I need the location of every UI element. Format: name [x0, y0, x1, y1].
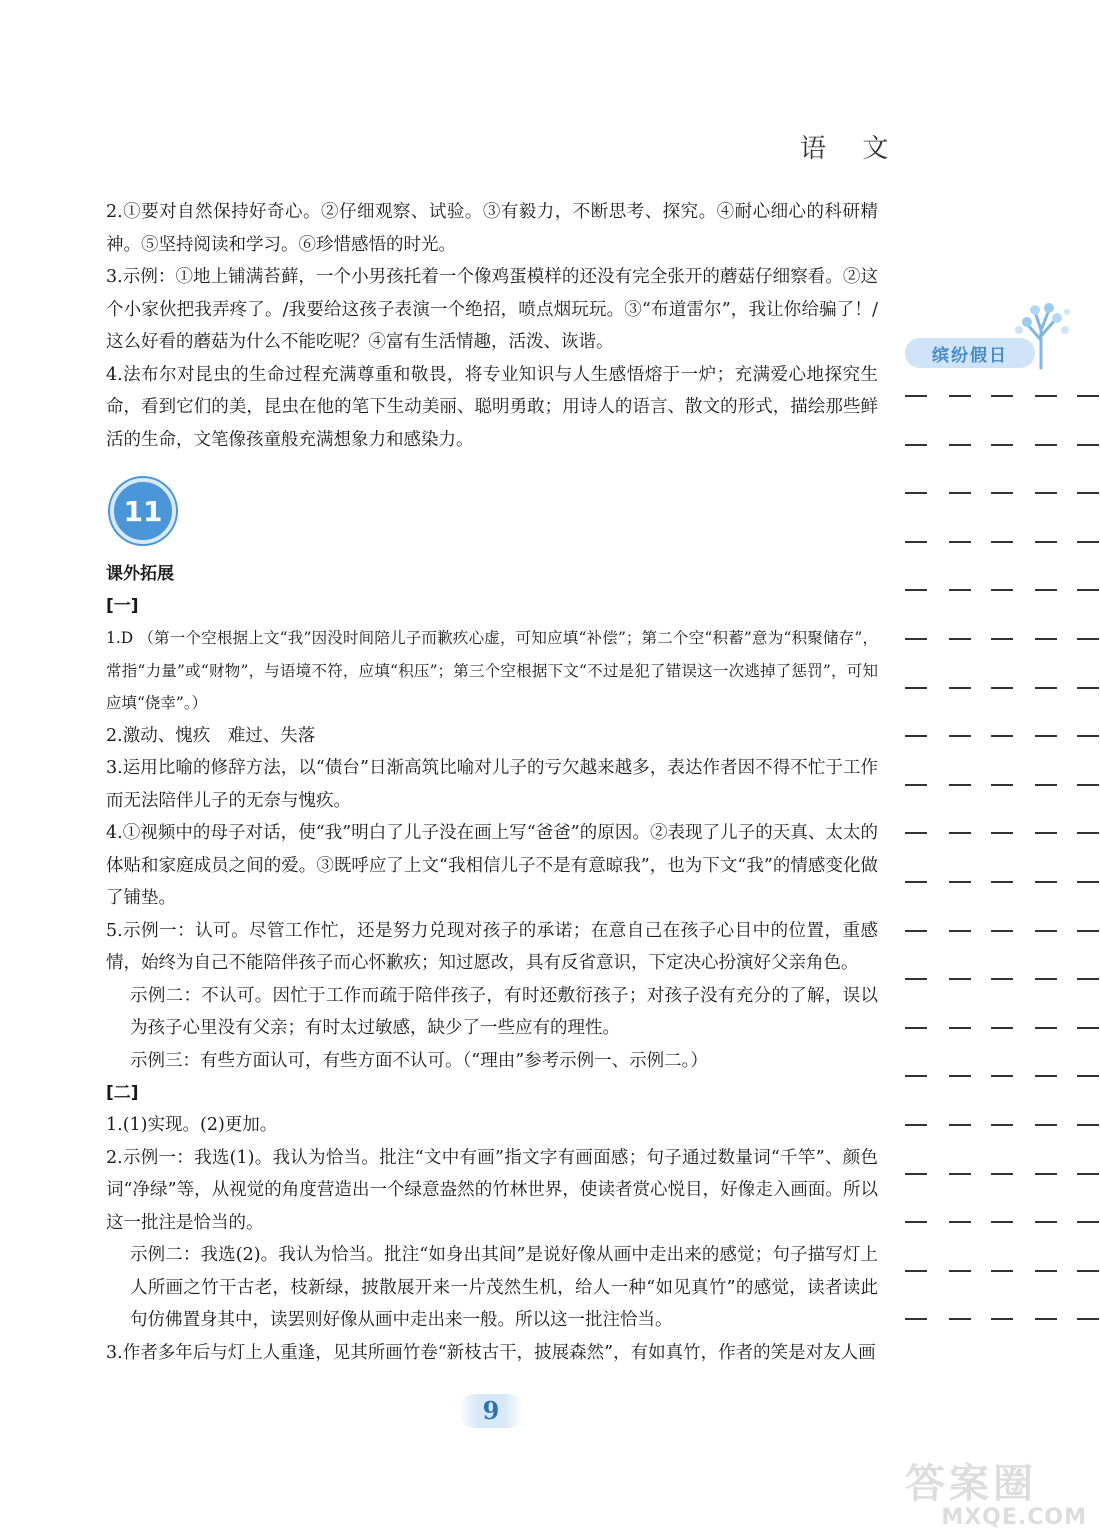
- note-dash: [949, 1318, 971, 1320]
- note-dash: [991, 638, 1013, 640]
- note-dash: [949, 1173, 971, 1175]
- note-dash: [991, 589, 1013, 591]
- note-line: [905, 492, 1085, 541]
- watermark: [905, 1462, 1095, 1532]
- note-dash: [991, 930, 1013, 932]
- note-dash: [1035, 881, 1057, 883]
- note-dash: [949, 1124, 971, 1126]
- note-line: [905, 1075, 1085, 1124]
- part-2-q1: 1.(1)实现。(2)更加。: [106, 1115, 278, 1135]
- note-dash: [991, 1270, 1013, 1272]
- note-line: [905, 735, 1085, 784]
- note-dash: [991, 1173, 1013, 1175]
- note-dash: [905, 1075, 927, 1077]
- note-dash: [991, 444, 1013, 446]
- note-dash: [1077, 1027, 1099, 1029]
- note-dash: [905, 978, 927, 980]
- note-line: [905, 978, 1085, 1027]
- note-dash: [949, 832, 971, 834]
- note-dash: [1077, 589, 1099, 591]
- note-dash: [905, 1270, 927, 1272]
- note-dash: [1035, 930, 1057, 932]
- part-1-q4: 4.①视频中的母子对话，使“我”明白了儿子没在画上写“爸爸”的原因。②表现了儿子的天真、太太的体贴和家庭成员之间的爱。③既呼应了上文“我相信儿子不是有意晾我”，也为下文“我”的情感变化做了铺垫。: [106, 823, 878, 908]
- notes-lines: [905, 395, 1085, 1367]
- note-dash: [1077, 1124, 1099, 1126]
- note-dash: [1077, 881, 1099, 883]
- part-1-label: [一]: [106, 596, 139, 616]
- note-line: [905, 1270, 1085, 1319]
- note-dash: [905, 832, 927, 834]
- watermark-line-1: 答案圈: [905, 1461, 1037, 1507]
- note-dash: [905, 784, 927, 786]
- answer-2: 2.①要对自然保持好奇心。②仔细观察、试验。③有毅力，不断思考、探究。④耐心细心的科研精神。⑤坚持阅读和学习。⑥珍惜感悟的时光。: [106, 202, 878, 255]
- note-dash: [1077, 735, 1099, 737]
- note-dash: [905, 735, 927, 737]
- note-dash: [1035, 832, 1057, 834]
- note-dash: [1077, 832, 1099, 834]
- note-dash: [905, 1221, 927, 1223]
- section-title: 课外拓展: [106, 564, 174, 584]
- note-dash: [949, 978, 971, 980]
- note-dash: [1035, 1075, 1057, 1077]
- note-dash: [1035, 1173, 1057, 1175]
- note-dash: [991, 1221, 1013, 1223]
- part-2-q2-example-1: 2.示例一：我选(1)。我认为恰当。批注“文中有画”指文字有画面感；句子通过数量词“千竿”、颜色词“净绿”等，从视觉的角度营造出一个绿意盎然的竹林世界，使读者赏心悦目，好像走入画面。所以这一批注是恰当的。: [106, 1147, 878, 1233]
- unit-badge: 11: [110, 478, 176, 544]
- page-number-badge: [458, 1388, 524, 1434]
- note-dash: [1077, 395, 1099, 397]
- note-dash: [949, 444, 971, 446]
- part-1-q5-example-2: 示例二：不认可。因忙于工作而疏于陪伴孩子，有时还敷衍孩子；对孩子没有充分的了解，误以为孩子心里没有父亲；有时太过敏感，缺少了一些应有的理性。: [130, 985, 878, 1038]
- note-dash: [991, 1075, 1013, 1077]
- part-2-label: [二]: [106, 1083, 139, 1103]
- note-dash: [905, 589, 927, 591]
- note-dash: [1035, 1221, 1057, 1223]
- note-dash: [1035, 444, 1057, 446]
- note-line: [905, 541, 1085, 590]
- subject-header: 语 文: [800, 134, 903, 164]
- note-dash: [1035, 638, 1057, 640]
- main-content: [106, 196, 878, 1369]
- note-dash: [949, 638, 971, 640]
- note-dash: [1035, 735, 1057, 737]
- note-dash: [1077, 541, 1099, 543]
- note-dash: [1035, 395, 1057, 397]
- page-number: 9: [482, 1396, 500, 1425]
- note-dash: [1077, 638, 1099, 640]
- note-dash: [949, 1221, 971, 1223]
- note-dash: [949, 1075, 971, 1077]
- watermark-line-2: MXQE.COM: [941, 1505, 1087, 1530]
- note-dash: [991, 687, 1013, 689]
- note-dash: [1077, 1221, 1099, 1223]
- note-dash: [1035, 1124, 1057, 1126]
- note-dash: [949, 395, 971, 397]
- note-dash: [949, 687, 971, 689]
- part-1-q5-example-1: 5.示例一：认可。尽管工作忙，还是努力兑现对孩子的承诺；在意自己在孩子心目中的位置，重感情，始终为自己不能陪伴孩子而心怀歉疚；知过愿改，具有反省意识，下定决心扮演好父亲角色。: [106, 920, 878, 973]
- note-dash: [991, 735, 1013, 737]
- note-dash: [1035, 978, 1057, 980]
- note-dash: [905, 395, 927, 397]
- note-dash: [1077, 978, 1099, 980]
- note-dash: [991, 1124, 1013, 1126]
- note-dash: [1077, 687, 1099, 689]
- part-1-q3: 3.运用比喻的修辞方法，以“债台”日渐高筑比喻对儿子的亏欠越来越多，表达作者因不得不忙于工作而无法陪伴儿子的无奈与愧疚。: [106, 758, 878, 811]
- part-2-q2-example-2: 示例二：我选(2)。我认为恰当。批注“如身出其间”是说好像从画中走出来的感觉；句子描写灯上人所画之竹干古老，枝新绿，披散展开来一片茂然生机，给人一种“如见真竹”的感觉，读者读此句仿佛置身其中，读罢则好像从画中走出来一般。所以这一批注恰当。: [130, 1245, 878, 1330]
- note-dash: [991, 541, 1013, 543]
- sidebar-banner: [905, 300, 1075, 370]
- note-dash: [949, 930, 971, 932]
- note-line: [905, 930, 1085, 979]
- note-dash: [905, 1318, 927, 1320]
- note-dash: [949, 492, 971, 494]
- part-2-q3: 3.作者多年后与灯上人重逢，见其所画竹卷“新枝古干，披展森然”，有如真竹，作者的笑是对友人画: [106, 1342, 876, 1363]
- note-line: [905, 395, 1085, 444]
- note-dash: [905, 930, 927, 932]
- note-line: [905, 444, 1085, 493]
- note-line: [905, 1124, 1085, 1173]
- note-dash: [1035, 589, 1057, 591]
- sidebar-banner-label: 缤纷假日: [905, 338, 1035, 368]
- note-dash: [949, 1270, 971, 1272]
- note-dash: [991, 492, 1013, 494]
- note-dash: [991, 1318, 1013, 1320]
- note-line: [905, 832, 1085, 881]
- note-line: [905, 1027, 1085, 1076]
- note-dash: [949, 589, 971, 591]
- note-dash: [949, 735, 971, 737]
- note-line: [905, 784, 1085, 833]
- note-dash: [1077, 1318, 1099, 1320]
- note-dash: [1035, 492, 1057, 494]
- note-dash: [991, 881, 1013, 883]
- note-line: [905, 881, 1085, 930]
- answer-4: 4.法布尔对昆虫的生命过程充满尊重和敬畏，将专业知识与人生感悟熔于一炉；充满爱心地探究生命，看到它们的美，昆虫在他的笔下生动美丽、聪明勇敢；用诗人的语言、散文的形式，描绘那些鲜活的生命，文笔像孩童般充满想象力和感染力。: [106, 364, 878, 450]
- note-dash: [1077, 492, 1099, 494]
- note-dash: [1077, 784, 1099, 786]
- note-dash: [1035, 687, 1057, 689]
- note-dash: [991, 395, 1013, 397]
- note-dash: [905, 541, 927, 543]
- note-line: [905, 589, 1085, 638]
- note-dash: [905, 1173, 927, 1175]
- note-dash: [905, 687, 927, 689]
- part-1-q2: 2.激动、愧疚 难过、失落: [106, 725, 316, 746]
- note-line: [905, 638, 1085, 687]
- note-dash: [905, 638, 927, 640]
- note-dash: [1077, 930, 1099, 932]
- note-dash: [991, 1027, 1013, 1029]
- note-dash: [905, 1027, 927, 1029]
- note-dash: [1077, 1173, 1099, 1175]
- note-dash: [991, 832, 1013, 834]
- note-dash: [1077, 1270, 1099, 1272]
- note-line: [905, 1173, 1085, 1222]
- note-line: [905, 1221, 1085, 1270]
- note-dash: [949, 1027, 971, 1029]
- part-1-q1: 1.D （第一个空根据上文“我”因没时间陪儿子而歉疚心虚，可知应填“补偿”；第二个空“积蓄”意为“积聚储存”，常指“力量”或“财物”，与语境不符，应填“积压”；第三个空根据下文“不过是犯了错误这一次逃掉了惩罚”，可知应填“侥幸”。）: [106, 629, 878, 712]
- note-dash: [949, 881, 971, 883]
- note-dash: [991, 784, 1013, 786]
- part-1-q5-example-3: 示例三：有些方面认可，有些方面不认可。（“理由”参考示例一、示例二。）: [130, 1050, 708, 1071]
- note-line: [905, 687, 1085, 736]
- note-dash: [905, 492, 927, 494]
- note-dash: [905, 881, 927, 883]
- note-dash: [905, 444, 927, 446]
- note-dash: [1035, 784, 1057, 786]
- note-dash: [1035, 1270, 1057, 1272]
- note-dash: [1077, 444, 1099, 446]
- note-dash: [905, 1124, 927, 1126]
- answer-3: 3.示例：①地上铺满苔藓，一个小男孩托着一个像鸡蛋模样的还没有完全张开的蘑菇仔细察看。②这个小家伙把我弄疼了。/我要给这孩子表演一个绝招，喷点烟玩玩。③“布道雷尔”，我让你给骗了！/这么好看的蘑菇为什么不能吃呢？④富有生活情趣，活泼、诙谐。: [106, 267, 878, 352]
- note-dash: [949, 541, 971, 543]
- note-dash: [1077, 1075, 1099, 1077]
- note-dash: [949, 784, 971, 786]
- note-line: [905, 1318, 1085, 1367]
- note-dash: [1035, 1318, 1057, 1320]
- note-dash: [1035, 1027, 1057, 1029]
- note-dash: [991, 978, 1013, 980]
- note-dash: [1035, 541, 1057, 543]
